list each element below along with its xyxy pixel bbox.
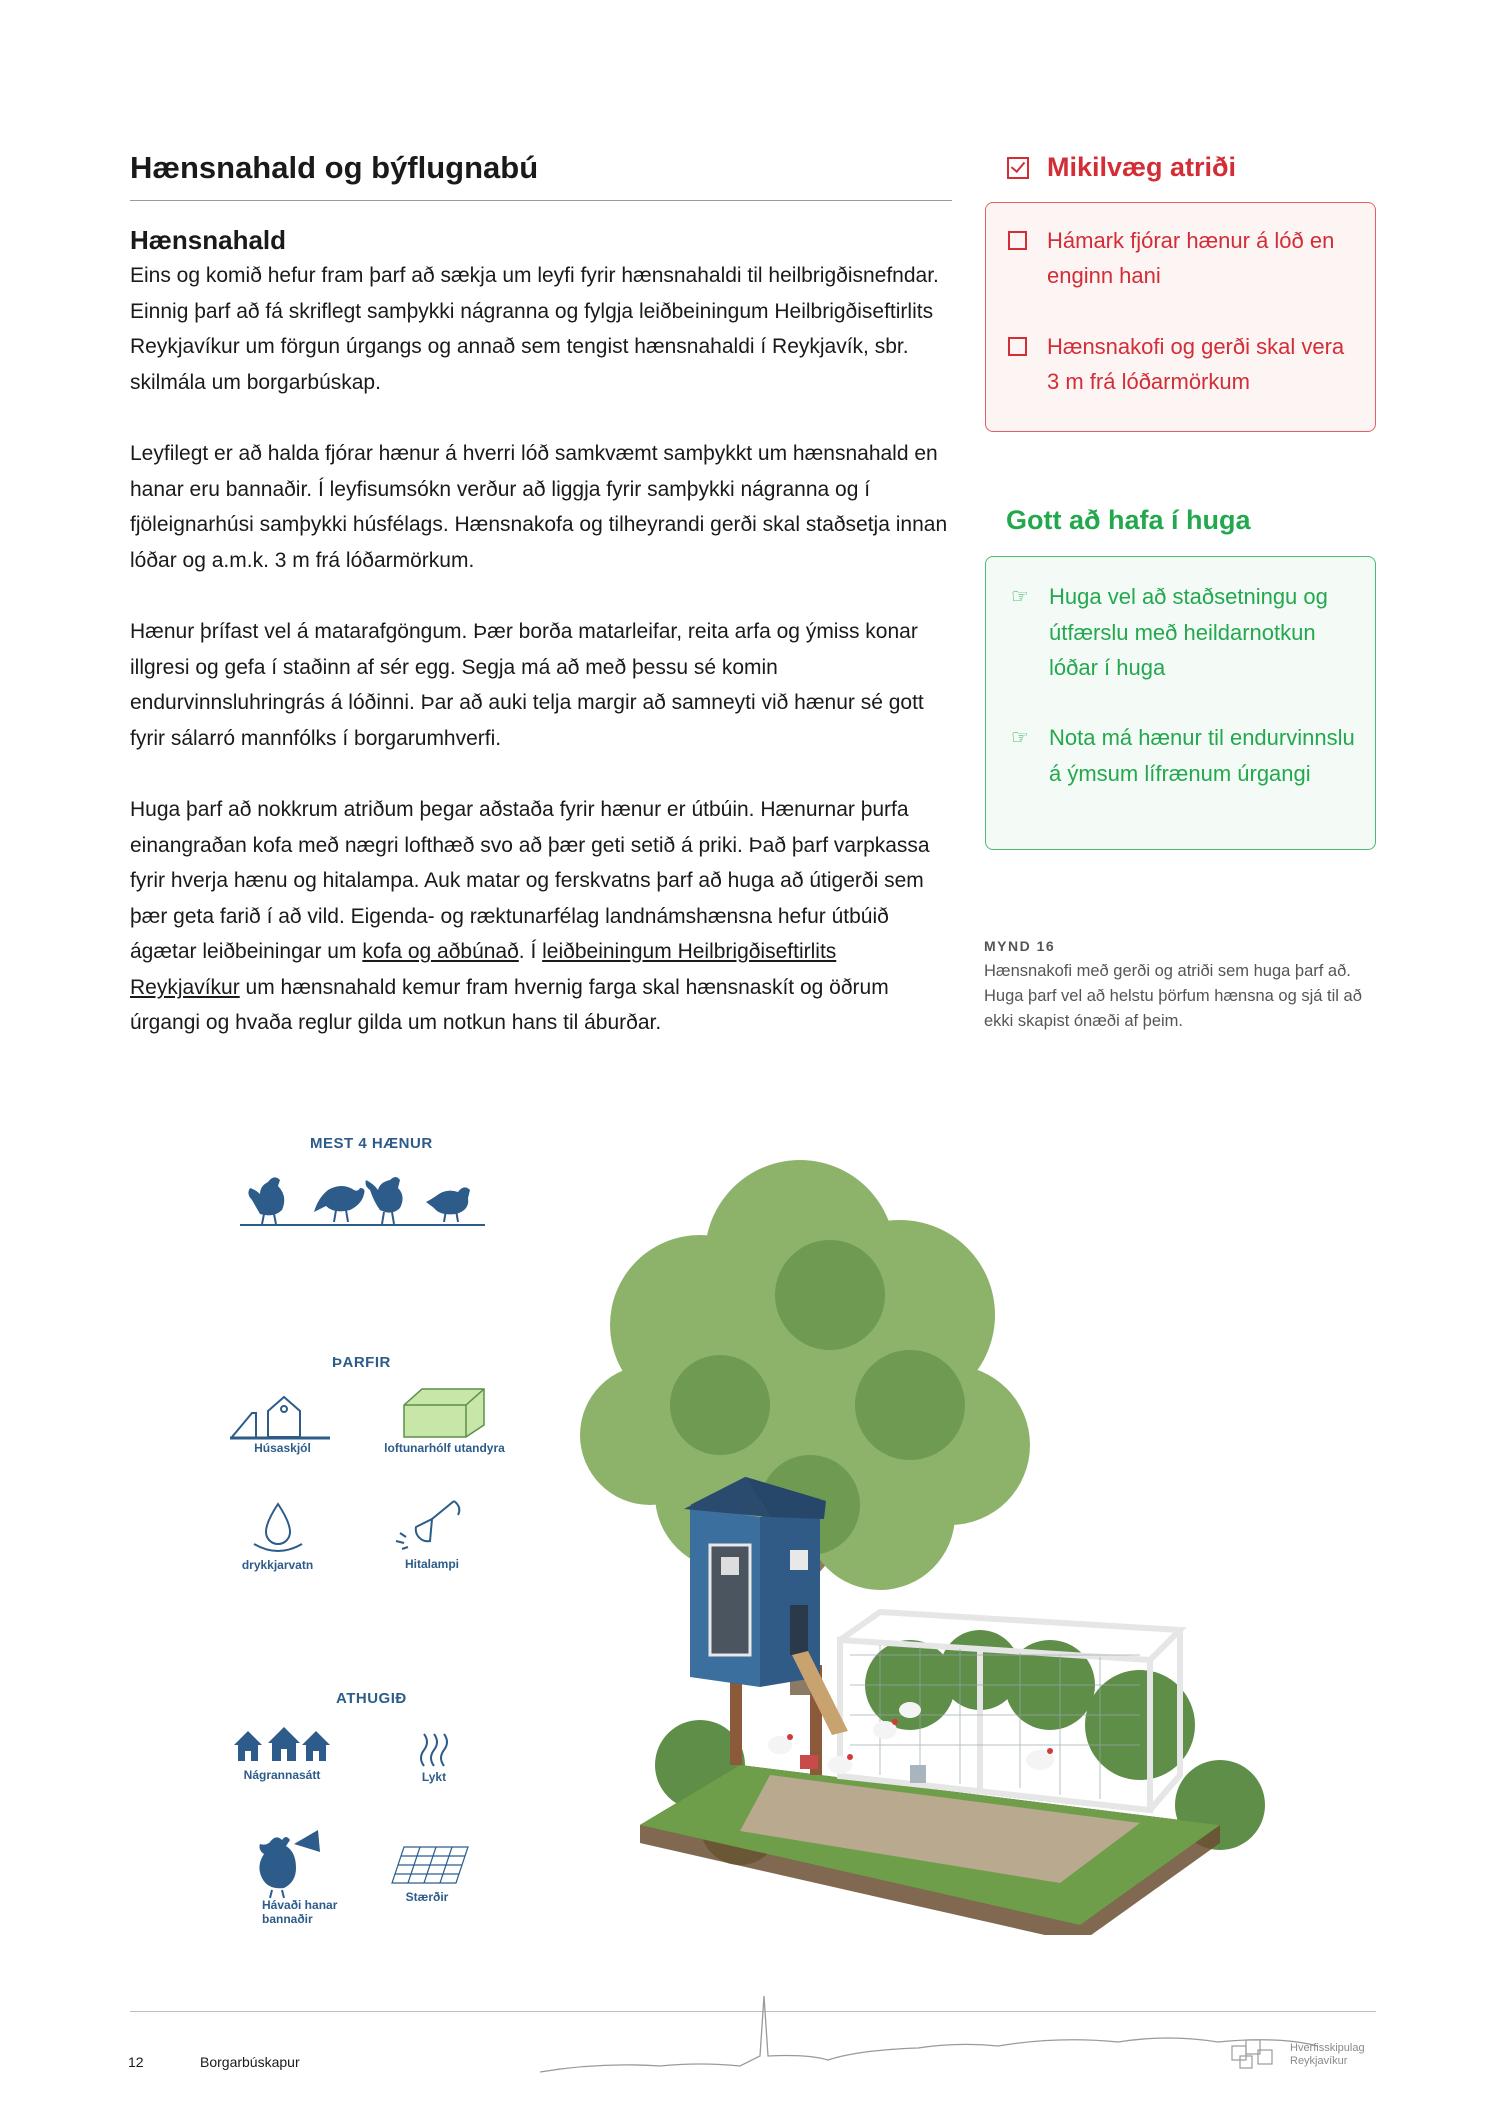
notice-label-size: Stærðir bbox=[405, 1890, 449, 1904]
notice-label-noise: Hávaði hanar bannaðir bbox=[262, 1898, 338, 1926]
important-item-text: Hænsnakofi og gerði skal vera 3 m frá lóðarmörkum bbox=[1047, 334, 1345, 394]
notice-heading: ATHUGIÐ bbox=[336, 1690, 407, 1707]
link-coop-guidelines[interactable]: kofa og aðbúnað bbox=[362, 940, 519, 963]
four-hens-icon bbox=[240, 1168, 485, 1230]
paragraph-facilities bbox=[130, 792, 950, 1041]
size-grid-icon bbox=[390, 1845, 472, 1885]
rooster-megaphone-icon bbox=[250, 1820, 335, 1900]
important-item bbox=[1008, 329, 1347, 399]
checkbox-checked-icon bbox=[1007, 157, 1029, 179]
neighbours-icon bbox=[232, 1725, 332, 1765]
important-header bbox=[1007, 152, 1236, 183]
chicken-coop-illustration bbox=[580, 1125, 1310, 1935]
good-to-know-item bbox=[1011, 579, 1369, 686]
outdoor-enclosure-icon bbox=[400, 1385, 490, 1440]
link-health-guidelines[interactable]: leiðbeiningum Heilbrigðiseftirlits Reykjavíkur bbox=[130, 940, 837, 999]
title-divider bbox=[130, 200, 952, 201]
page-title: Hænsnahald og býflugnabú bbox=[130, 150, 539, 185]
important-title: Mikilvæg atriði bbox=[1047, 152, 1237, 182]
water-drop-icon bbox=[248, 1500, 308, 1558]
important-box bbox=[985, 202, 1376, 432]
good-to-know-item bbox=[1011, 720, 1369, 791]
paragraph-rules: Leyfilegt er að halda fjórar hænur á hverri lóð samkvæmt samþykkt um hænsnahald en hanar eru bannaðir. Í leyfisumsókn verður að liggja fyrir samþykki nágranna og í fjöleignarhúsi samþykki húsfélags. Hænsnakofa og tilheyrandi gerði skal staðsetja innan lóðar og a.m.k. 3 m frá lóðarmörkum. bbox=[130, 442, 948, 572]
paragraph-permit: Eins og komið hefur fram þarf að sækja um leyfi fyrir hænsnahaldi til heilbrigðisnefndar. Einnig þarf að fá skriflegt samþykki nágranna og fylgja leiðbeiningum Heilbrigðiseftirlits Reykjavíkur um förgun úrgangs og annað sem tengist hænsnahaldi í Reykjavík, sbr. skilmála um borgarbúskap. bbox=[130, 264, 939, 394]
need-label-water: drykkjarvatn bbox=[241, 1558, 314, 1572]
section-heading: Hænsnahald bbox=[130, 225, 287, 255]
logo-line: Reykjavíkur bbox=[1290, 2055, 1348, 2067]
pointing-hand-icon: ☞ bbox=[1011, 725, 1029, 749]
paragraph-text: Huga þarf að nokkrum atriðum þegar aðstaða fyrir hænur er útbúin. Hænurnar þurfa einangraðan kofa með nægri lofthæð svo að þær geti setið á priki. Það þarf varpkassa fyrir hverja hænu og hitalampa. Auk matar og ferskvatns þarf að huga að útigerði sem þær geta farið í að vild. Eigenda- og ræktunarfélag landnámshænsna hefur útbúið ágætar leiðbeiningar um bbox=[130, 798, 930, 963]
figure-caption: Hænsnakofi með gerði og atriði sem huga þarf að. Huga þarf vel að helstu þörfum hænsna og sjá til að ekki skapist ónæði af þeim. bbox=[984, 962, 1362, 1030]
notice-label-smell: Lykt bbox=[421, 1770, 447, 1784]
shelter-icon bbox=[230, 1383, 335, 1443]
checkbox-icon bbox=[1008, 337, 1027, 356]
important-item bbox=[1008, 223, 1347, 293]
checkbox-icon bbox=[1008, 231, 1027, 250]
page-number: 12 bbox=[128, 2054, 144, 2070]
max-hens-heading: MEST 4 HÆNUR bbox=[310, 1135, 433, 1152]
paragraph-benefits: Hænur þrífast vel á matarafgöngum. Þær borða matarleifar, reita arfa og ýmiss konar illgresi og gefa í staðinn af sér egg. Segja má að með þessu sé komin endurvinnsluhringrás á lóðinni. Þar að auki telja margir að samneyti við hænur sé gott fyrir sálarró mannfólks í borgarumhverfi. bbox=[130, 620, 924, 750]
paragraph-text: um hænsnahald kemur fram hvernig farga skal hænsnaskít og öðrum úrgangi og hvaða reglur gilda um notkun hans til áburðar. bbox=[130, 975, 889, 1034]
paragraph-text: . Í bbox=[518, 940, 543, 963]
good-to-know-title: Gott að hafa í huga bbox=[1006, 505, 1251, 535]
pointing-hand-icon: ☞ bbox=[1011, 584, 1029, 608]
logo-icon bbox=[1228, 2036, 1286, 2072]
notice-label-neighbours: Nágrannasátt bbox=[243, 1768, 321, 1782]
footer-title: Borgarbúskapur bbox=[200, 2054, 300, 2070]
good-to-know-text: Nota má hænur til endurvinnslu á ýmsum lífrænum úrgangi bbox=[1049, 725, 1355, 786]
important-item-text: Hámark fjórar hænur á lóð en enginn hani bbox=[1047, 228, 1335, 288]
need-label-shelter: Húsaskjól bbox=[254, 1441, 311, 1455]
logo-text bbox=[1290, 2042, 1365, 2068]
good-to-know-box bbox=[985, 556, 1376, 850]
needs-heading: ÞARFIR bbox=[332, 1354, 391, 1371]
good-to-know-text: Huga vel að staðsetningu og útfærslu með heildarnotkun lóðar í huga bbox=[1049, 584, 1328, 680]
heat-lamp-icon bbox=[392, 1497, 472, 1557]
need-label-heat-lamp: Hitalampi bbox=[404, 1557, 459, 1571]
logo-line: Hverfisskipulag bbox=[1290, 2042, 1365, 2054]
figure-label: MYND 16 bbox=[984, 938, 1056, 954]
smell-icon bbox=[418, 1726, 450, 1768]
need-label-enclosure: loftunarhólf utandyra bbox=[384, 1441, 505, 1455]
